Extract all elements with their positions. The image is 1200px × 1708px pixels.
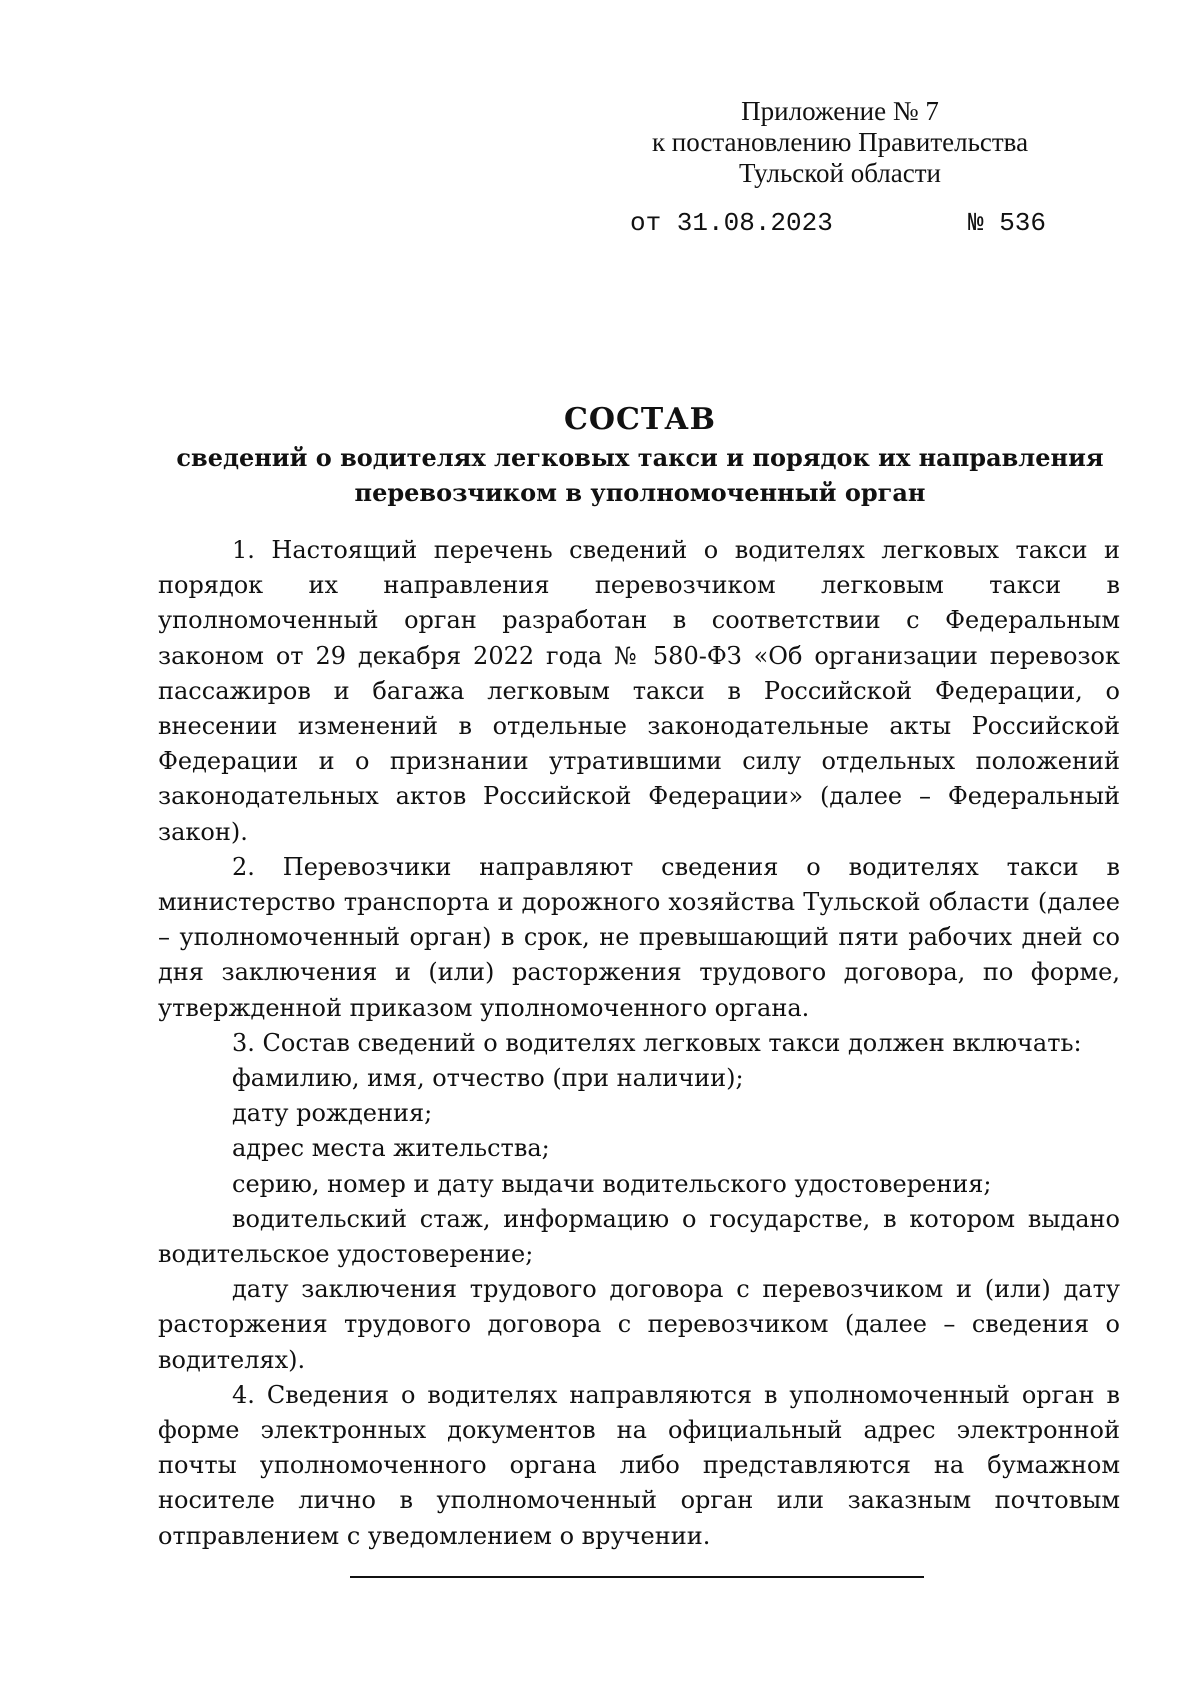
paragraph-2: 2. Перевозчики направляют сведения о водителях такси в министерство транспорта и дорожного хозяйства Тульской области (далее – уполномоченный орган) в срок, не превышающий пяти рабочих дней со дня заключения и (или) расторжения трудового договора, по форме, утвержденной приказом уполномоченного органа. <box>158 852 1120 1022</box>
list-item: серию, номер и дату выдачи водительского удостоверения; <box>232 1169 992 1198</box>
list-item: фамилию, имя, отчество (при наличии); <box>232 1064 744 1093</box>
appendix-header <box>620 96 1060 189</box>
title-sub-line-2: перевозчиком в уполномоченный орган <box>354 478 926 507</box>
resolution-date: от 31.08.2023 <box>630 208 833 238</box>
paragraph-1: 1. Настоящий перечень сведений о водителях легковых такси и порядок их направления перевозчиком легковым такси в уполномоченный орган разработан в соответствии с Федеральным законом от 29 декабря 2022 года № 580-ФЗ «Об организации перевозок пассажиров и багажа легковым такси в Российской Федерации, о внесении изменений в отдельные законодательные акты Российской Федерации и о признании утратившими силу отдельных положений законодательных актов Российской Федерации» (далее – Федеральный закон). <box>158 536 1120 846</box>
paragraph-3: 3. Состав сведений о водителях легковых такси должен включать: <box>232 1028 1082 1057</box>
appendix-line-1: Приложение № 7 <box>741 96 939 126</box>
list-item: адрес места жительства; <box>232 1134 550 1163</box>
list-item: дату заключения трудового договора с перевозчиком и (или) дату расторжения трудового договора с перевозчиком (далее – сведения о водителях). <box>158 1275 1120 1374</box>
appendix-line-3: Тульской области <box>739 158 941 188</box>
list-item: водительский стаж, информацию о государстве, в котором выдано водительское удостоверение; <box>158 1204 1120 1269</box>
title-main: СОСТАВ <box>563 402 716 437</box>
appendix-line-2: к постановлению Правительства <box>651 127 1029 157</box>
paragraph-4: 4. Сведения о водителях направляются в уполномоченный орган в форме электронных документов на официальный адрес электронной почты уполномоченного органа либо представляются на бумажном носителе лично в уполномоченный орган или заказным почтовым отправлением с уведомлением о вручении. <box>158 1380 1120 1550</box>
title-sub-line-1: сведений о водителях легковых такси и порядок их направления <box>176 443 1104 472</box>
document-title <box>150 400 1130 510</box>
document-body <box>158 533 1120 1554</box>
resolution-number: № 536 <box>968 208 1047 238</box>
list-item: дату рождения; <box>232 1099 433 1128</box>
closing-rule <box>350 1576 924 1578</box>
